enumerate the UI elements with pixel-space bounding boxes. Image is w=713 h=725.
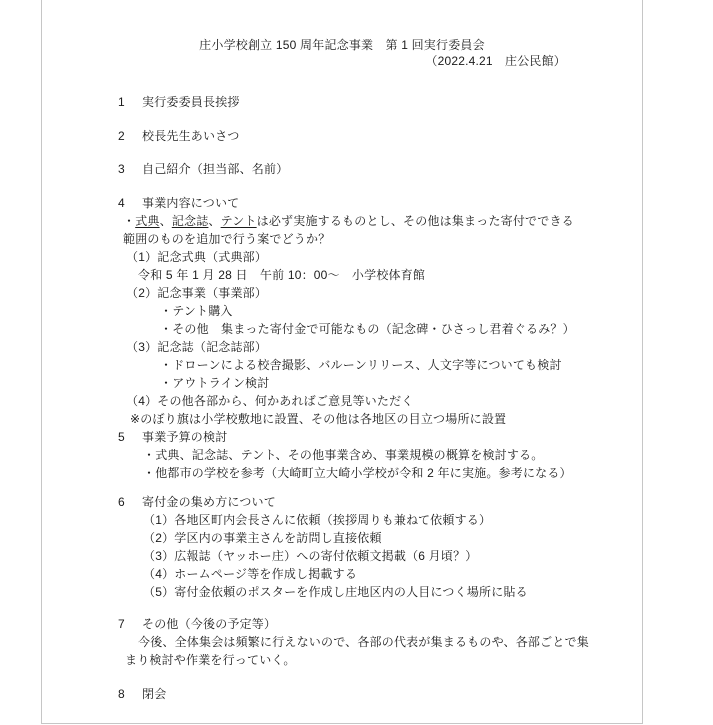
item-6-sub-4 bbox=[143, 567, 357, 582]
item-4-sub-1-detail bbox=[138, 268, 425, 283]
text-segment: ・その他 集まった寄付金で可能なもの（記念碑・ひさっし君着ぐるみ？） bbox=[160, 322, 575, 336]
item-4-sub-2 bbox=[126, 286, 267, 301]
doc-title bbox=[42, 38, 642, 53]
text-segment: 校長先生あいさつ bbox=[142, 129, 240, 143]
underlined-text-segment: 記念誌 bbox=[171, 214, 209, 228]
text-segment: （5）寄付金依頼のポスターを作成し庄地区内の人目につく場所に貼る bbox=[143, 585, 528, 599]
item-number: 2 bbox=[118, 129, 125, 143]
text-segment: 、 bbox=[208, 214, 221, 228]
text-segment: 自己紹介（担当部、名前） bbox=[142, 162, 289, 176]
text-segment: （1）記念式典（式典部） bbox=[126, 250, 268, 264]
text-segment: 今後、全体集会は頻繁に行えないので、各部の代表が集まるものや、各部ごとで集 bbox=[138, 635, 589, 649]
item-2 bbox=[118, 129, 240, 144]
document-page bbox=[41, 0, 643, 724]
item-5-bullet-1 bbox=[143, 448, 543, 463]
item-6-sub-1 bbox=[143, 513, 491, 528]
underlined-text-segment: 式典 bbox=[135, 214, 160, 228]
item-1 bbox=[118, 95, 240, 110]
text-segment: 範囲のものを追加で行う案でどうか？ bbox=[123, 232, 331, 246]
text-segment: ・アウトライン検討 bbox=[160, 376, 270, 390]
item-number: 1 bbox=[118, 95, 125, 109]
text-segment: 庄小学校創立 150 周年記念事業 第 1 回実行委員会 bbox=[199, 38, 485, 52]
item-7 bbox=[118, 617, 276, 632]
text-segment: （3）広報誌（ヤッホー庄）への寄付依頼文掲載（6 月頃？） bbox=[143, 549, 478, 563]
item-5-bullet-2 bbox=[143, 466, 572, 481]
text-segment: 事業内容について bbox=[142, 196, 240, 210]
text-segment: 閉会 bbox=[142, 687, 167, 701]
text-segment: 実行委委員長挨拶 bbox=[142, 95, 240, 109]
text-segment: ・ドローンによる校舎撮影、バルーンリリース、人文字等についても検討 bbox=[160, 358, 562, 372]
item-7-para-line-2 bbox=[125, 653, 296, 668]
item-4-bullet-1-wrap bbox=[123, 232, 330, 247]
text-segment: （2）記念事業（事業部） bbox=[126, 286, 268, 300]
item-4-sub-3-bullet-1 bbox=[160, 358, 562, 373]
item-4 bbox=[118, 196, 239, 211]
item-8 bbox=[118, 687, 166, 702]
item-4-sub-1 bbox=[126, 250, 267, 265]
item-number: 3 bbox=[118, 162, 125, 176]
text-segment: 令和 5 年 1 月 28 日 午前 10：00～ 小学校体育館 bbox=[138, 268, 426, 282]
item-number: 7 bbox=[118, 617, 125, 631]
text-segment: 、 bbox=[159, 214, 172, 228]
text-segment: 事業予算の検討 bbox=[142, 430, 228, 444]
item-number: 4 bbox=[118, 196, 125, 210]
item-4-sub-3-bullet-2 bbox=[160, 376, 269, 391]
item-4-sub-2-bullet-2 bbox=[160, 322, 575, 337]
text-segment: その他（今後の予定等） bbox=[142, 617, 277, 631]
text-segment: （1）各地区町内会長さんに依頼（挨拶周りも兼ねて依頼する） bbox=[143, 513, 492, 527]
item-6-sub-5 bbox=[143, 585, 528, 600]
text-segment: ・テント購入 bbox=[160, 304, 233, 318]
item-number: 6 bbox=[118, 495, 125, 509]
item-6-sub-3 bbox=[143, 549, 477, 564]
item-3 bbox=[118, 162, 288, 177]
text-segment: ※のぼり旗は小学校敷地に設置、その他は各地区の目立つ場所に設置 bbox=[130, 412, 507, 426]
text-segment: （3）記念誌（記念誌部） bbox=[126, 340, 268, 354]
item-4-sub-4 bbox=[126, 394, 413, 409]
text-segment: （2）学区内の事業主さんを訪問し直接依頼 bbox=[143, 531, 382, 545]
item-4-note bbox=[130, 412, 506, 427]
text-segment: まり検討や作業を行っていく。 bbox=[125, 653, 296, 667]
text-segment: ・式典、記念誌、テント、その他事業含め、事業規模の概算を検討する。 bbox=[143, 448, 544, 462]
item-4-sub-3 bbox=[126, 340, 267, 355]
text-segment: 寄付金の集め方について bbox=[142, 495, 276, 509]
text-segment: ・他都市の学校を参考（大崎町立大崎小学校が令和 2 年に実施。参考になる） bbox=[143, 466, 572, 480]
item-5 bbox=[118, 430, 227, 445]
item-number: 8 bbox=[118, 687, 125, 701]
text-segment: （4）その他各部から、何かあればご意見等いただく bbox=[126, 394, 414, 408]
item-number: 5 bbox=[118, 430, 125, 444]
item-6-sub-2 bbox=[143, 531, 382, 546]
text-segment: （2022.4.21 庄公民館） bbox=[425, 54, 566, 68]
text-segment: （4）ホームページ等を作成し掲載する bbox=[143, 567, 358, 581]
text-segment: ・ bbox=[123, 214, 136, 228]
text-segment: は必ず実施するものとし、その他は集まった寄付でできる bbox=[256, 214, 574, 228]
item-6 bbox=[118, 495, 276, 510]
item-7-para-line-1 bbox=[138, 635, 589, 650]
underlined-text-segment: テント bbox=[220, 214, 257, 228]
item-4-sub-2-bullet-1 bbox=[160, 304, 233, 319]
doc-dateline bbox=[425, 54, 566, 69]
item-4-bullet-1 bbox=[123, 214, 574, 229]
